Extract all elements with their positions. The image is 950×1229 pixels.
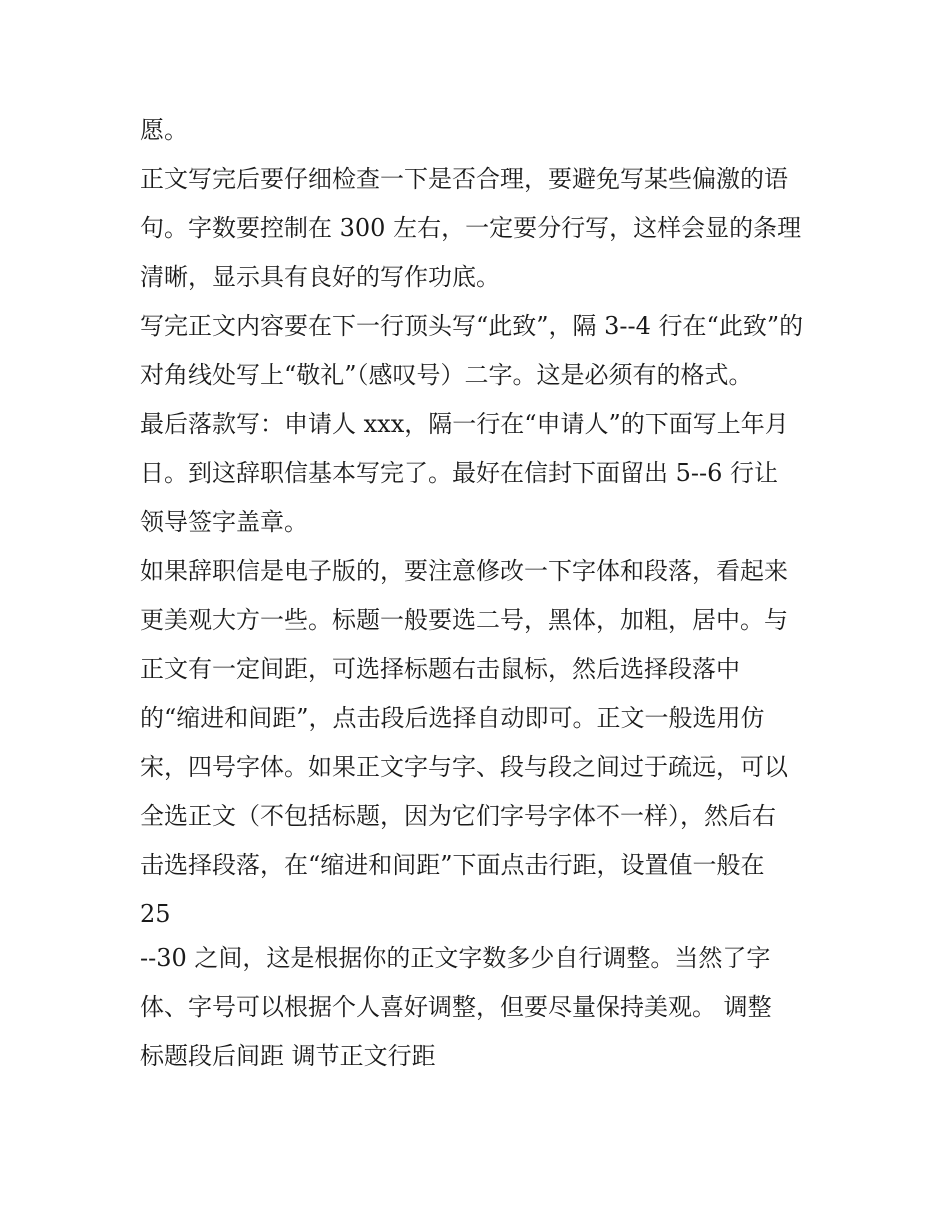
text-line: 日。到这辞职信基本写完了。最好在信封下面留出 5--6 行让 bbox=[140, 459, 779, 487]
text-line: --30 之间，这是根据你的正文字数多少自行调整。当然了字 bbox=[140, 944, 771, 972]
text-line: 25 bbox=[140, 900, 171, 928]
text-line: 的“缩进和间距”，点击段后选择自动即可。正文一般选用仿 bbox=[140, 704, 765, 732]
text-line: 正文写完后要仔细检查一下是否合理，要避免写某些偏激的语 bbox=[140, 165, 788, 193]
text-line: 击选择段落，在“缩进和间距”下面点击行距，设置值一般在 bbox=[140, 851, 765, 879]
text-line: 体、字号可以根据个人喜好调整，但要尽量保持美观。 调整 bbox=[140, 993, 772, 1021]
document-body bbox=[140, 106, 820, 1081]
text-line: 清晰，显示具有良好的写作功底。 bbox=[140, 263, 500, 291]
text-line: 宋，四号字体。如果正文字与字、段与段之间过于疏远，可以 bbox=[140, 753, 788, 781]
text-line: 更美观大方一些。标题一般要选二号，黑体，加粗，居中。与 bbox=[140, 606, 788, 634]
text-line: 对角线处写上“敬礼”（感叹号）二字。这是必须有的格式。 bbox=[140, 361, 753, 389]
text-line: 如果辞职信是电子版的，要注意修改一下字体和段落，看起来 bbox=[140, 557, 788, 585]
text-line: 正文有一定间距，可选择标题右击鼠标，然后选择段落中 bbox=[140, 655, 740, 683]
text-line: 句。字数要控制在 300 左右，一定要分行写，这样会显的条理 bbox=[140, 214, 802, 242]
text-line: 写完正文内容要在下一行顶头写“此致”，隔 3--4 行在“此致”的 bbox=[140, 312, 804, 340]
text-line: 标题段后间距 调节正文行距 bbox=[140, 1042, 436, 1070]
text-line: 领导签字盖章。 bbox=[140, 508, 308, 536]
text-line: 最后落款写：申请人 xxx，隔一行在“申请人”的下面写上年月 bbox=[140, 410, 789, 438]
text-line: 全选正文（不包括标题，因为它们字号字体不一样），然后右 bbox=[140, 802, 776, 830]
text-line: 愿。 bbox=[140, 116, 188, 144]
